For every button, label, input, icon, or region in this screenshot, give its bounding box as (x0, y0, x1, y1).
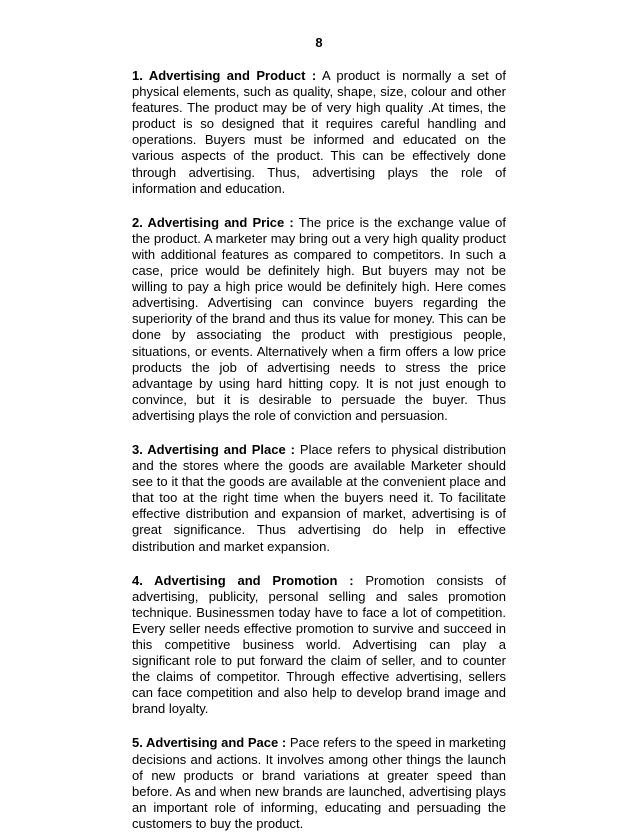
section-heading: 4. Advertising and Promotion : (132, 572, 354, 588)
page-number: 8 (315, 35, 323, 50)
section-body: Pace refers to the speed in marketing decisions and actions. It involves among other things the launch of new products or brand variations at greater speed than before. As and when new brands are launched, advertising plays an important role of informing, educating and persuading the customers to buy the product. (132, 735, 506, 831)
section-advertising-and-price (132, 215, 506, 424)
section-advertising-and-promotion (132, 573, 506, 718)
section-heading: 1. Advertising and Product : (132, 68, 317, 83)
section-heading: 5. Advertising and Pace : (132, 735, 287, 751)
section-advertising-and-place (132, 442, 506, 555)
section-body: The price is the exchange value of the product. A marketer may bring out a very high quality product with additional features as compared to competitors. In such a case, price would be definitely high. But buyers may not be willing to pay a high price would be definitely high. Here comes advertising. Advertising can convince buyers regarding the superiority of the brand and thus its value for money. This can be done by associating the product with prestigious people, situations, or events. Alternatively when a firm offers a low price products the job of advertising needs to stress the price advantage by using hard hitting copy. It is not just enough to convince, but it is desirable to persuade the buyer. Thus advertising plays the role of conviction and persuasion. (132, 214, 506, 423)
section-body: Promotion consists of advertising, publicity, personal selling and sales promotion technique. Businessmen today have to face a lot of competition. Every seller needs effective promotion to survive and succeed in this competitive business world. Advertising can play a significant role to put forward the claim of seller, and to counter the claims of competitor. Through effective advertising, sellers can face competition and also help to develop brand image and brand loyalty. (132, 572, 506, 717)
section-body: A product is normally a set of physical elements, such as quality, shape, size, colour and other features. The product may be of very high quality .At times, the product is so designed that it requires careful handling and operations. Buyers must be informed and educated on the various aspects of the product. This can be effectively done through advertising. Thus, advertising plays the role of information and education. (132, 68, 506, 196)
section-body: Place refers to physical distribution and the stores where the goods are available Marketer should see to it that the goods are available at the convenient place and that too at the right time when the buyers need it. To facilitate effective distribution and expansion of market, advertising is of great significance. Thus advertising do help in effective distribution and market expansion. (132, 441, 507, 554)
section-heading: 3. Advertising and Place : (132, 441, 295, 457)
section-heading: 2. Advertising and Price : (132, 214, 294, 230)
section-advertising-and-pace (132, 735, 506, 832)
section-advertising-and-product (132, 68, 506, 197)
